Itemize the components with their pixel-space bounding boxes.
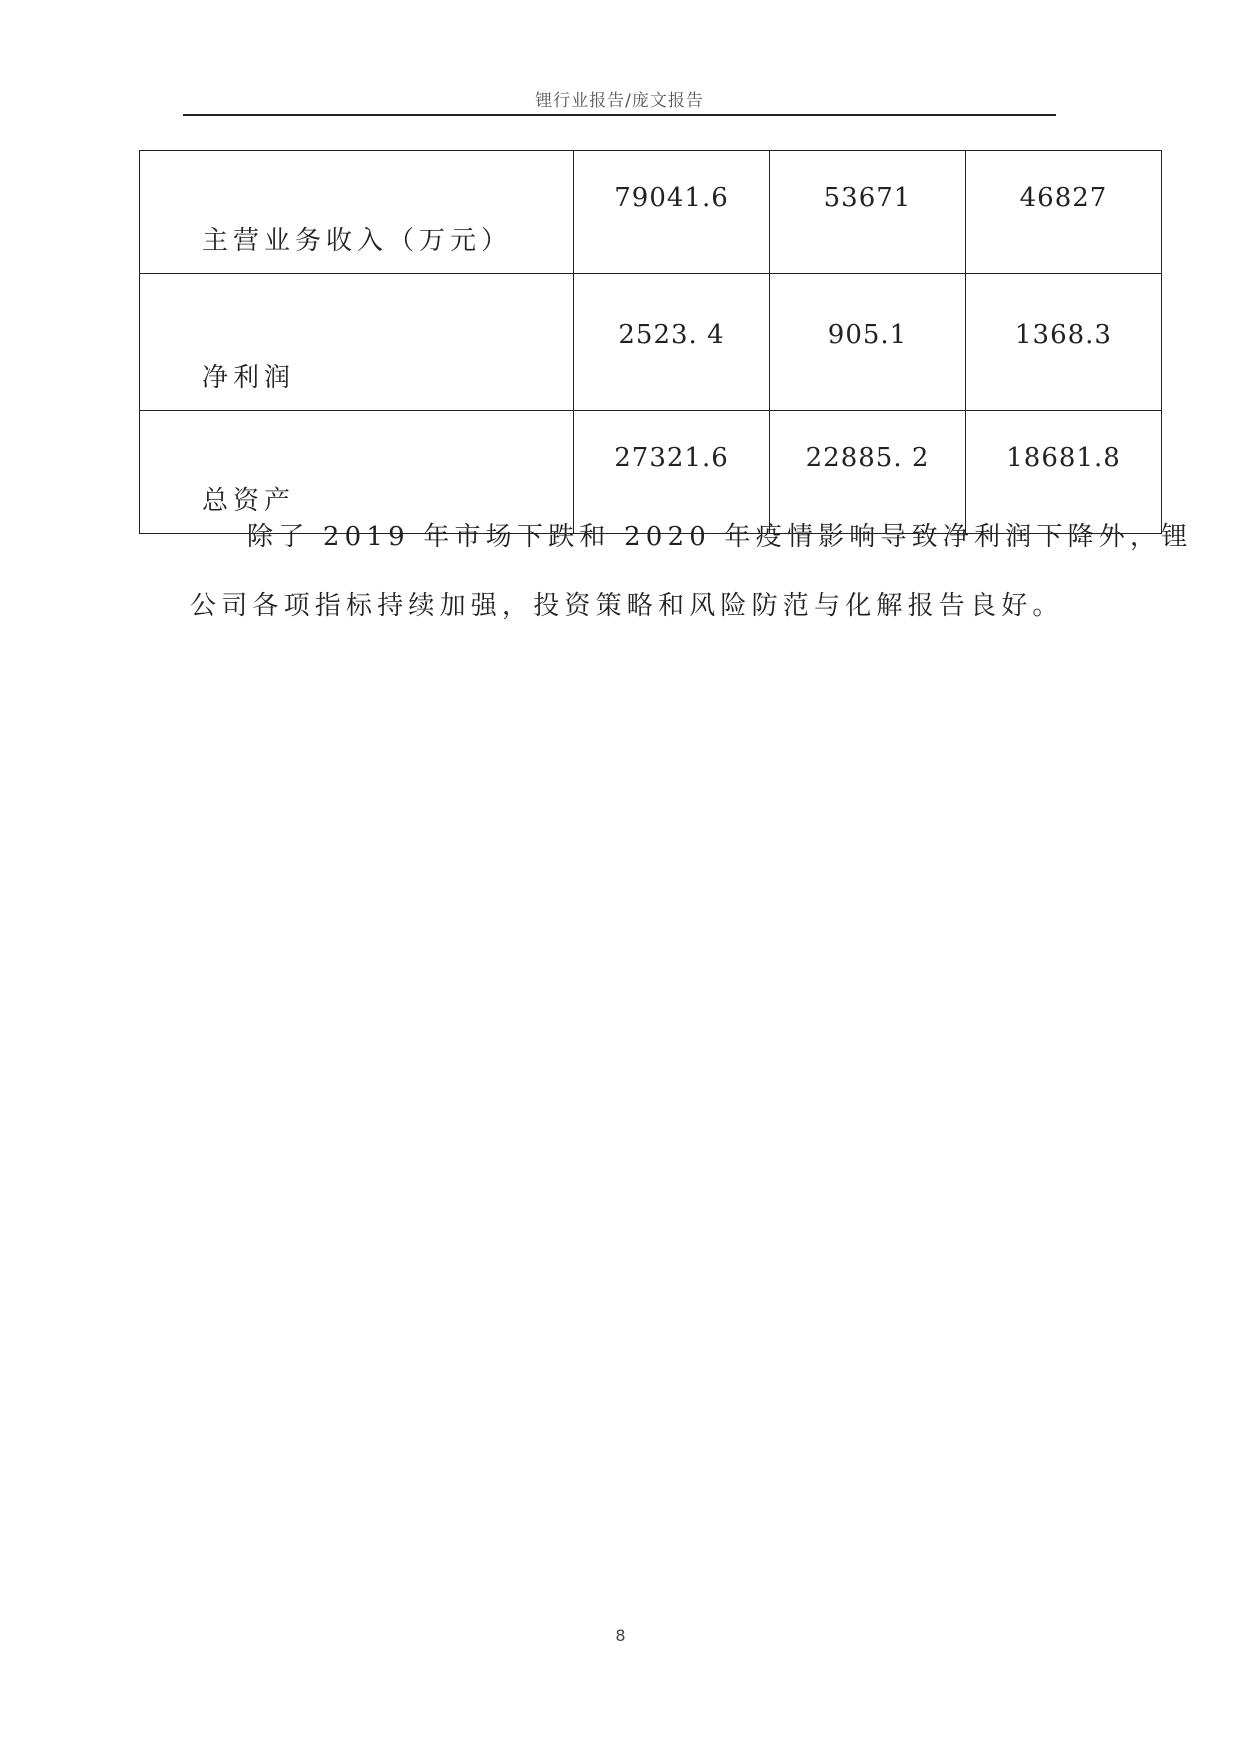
header-divider xyxy=(183,114,1056,116)
financial-table xyxy=(139,150,1162,534)
table-row xyxy=(140,151,1162,274)
table-cell: 53671 xyxy=(770,151,966,274)
table-cell: 1368.3 xyxy=(966,274,1162,411)
table-cell: 27321.6 xyxy=(574,411,770,534)
table-row xyxy=(140,274,1162,411)
table-cell: 2523. 4 xyxy=(574,274,770,411)
row-label: 净利润 xyxy=(140,274,574,411)
table-cell: 79041.6 xyxy=(574,151,770,274)
body-paragraph-line-2: 公司各项指标持续加强，投资策略和风险防范与化解报告良好。 xyxy=(190,591,1064,621)
body-paragraph-line-1: 除了 2019 年市场下跌和 2020 年疫情影响导致净利润下降外，锂 xyxy=(247,522,1193,552)
row-label: 总资产 xyxy=(140,411,574,534)
table-cell: 905.1 xyxy=(770,274,966,411)
page-number: 8 xyxy=(615,1626,626,1645)
row-label: 主营业务收入（万元） xyxy=(140,151,574,274)
page-header: 锂行业报告/庞文报告 xyxy=(535,91,704,111)
table-cell: 18681.8 xyxy=(966,411,1162,534)
table-cell: 46827 xyxy=(966,151,1162,274)
table-cell: 22885. 2 xyxy=(770,411,966,534)
